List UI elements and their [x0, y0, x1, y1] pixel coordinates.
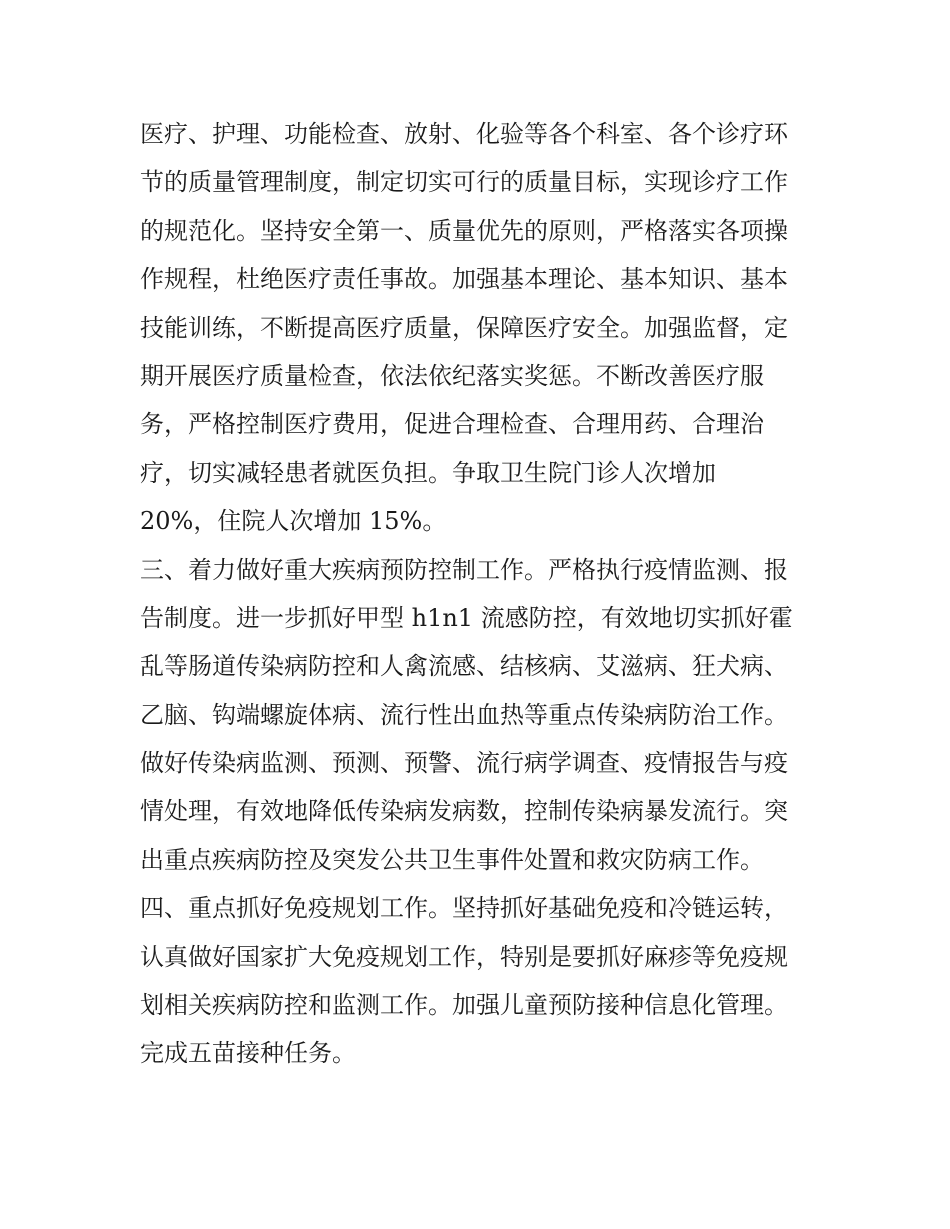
- section-heading-line: 四、重点抓好免疫规划工作。坚持抓好基础免疫和冷链运转，: [140, 894, 788, 923]
- text-line: 作规程，杜绝医疗责任事故。加强基本理论、基本知识、基本: [140, 265, 788, 294]
- text-line: 出重点疾病防控及突发公共卫生事件处置和救灾防病工作。: [140, 845, 764, 874]
- text-line: 乙脑、钩端螺旋体病、流行性出血热等重点传染病防治工作。: [140, 700, 788, 729]
- text-line: 医疗、护理、功能检查、放射、化验等各个科室、各个诊疗环: [140, 120, 788, 148]
- document-body: [140, 110, 830, 1078]
- text-line: 认真做好国家扩大免疫规划工作，特别是要抓好麻疹等免疫规: [140, 942, 788, 971]
- text-line: 完成五苗接种任务。: [140, 1039, 356, 1068]
- text-line: 20%，住院人次增加 15%。: [140, 507, 447, 536]
- text-line: 务，严格控制医疗费用，促进合理检查、合理用药、合理治: [140, 410, 764, 439]
- text-line: 做好传染病监测、预测、预警、流行病学调查、疫情报告与疫: [140, 749, 788, 778]
- text-line: 情处理，有效地降低传染病发病数，控制传染病暴发流行。突: [140, 797, 788, 826]
- text-line: 的规范化。坚持安全第一、质量优先的原则，严格落实各项操: [140, 216, 788, 245]
- section-heading-line: 三、着力做好重大疾病预防控制工作。严格执行疫情监测、报: [140, 555, 788, 584]
- text-line: 疗，切实减轻患者就医负担。争取卫生院门诊人次增加: [140, 458, 716, 487]
- text-line: 乱等肠道传染病防控和人禽流感、结核病、艾滋病、狂犬病、: [140, 652, 788, 681]
- text-line: 告制度。进一步抓好甲型 h1n1 流感防控，有效地切实抓好霍: [140, 603, 793, 632]
- text-line: 节的质量管理制度，制定切实可行的质量目标，实现诊疗工作: [140, 168, 788, 197]
- text-line: 技能训练，不断提高医疗质量，保障医疗安全。加强监督，定: [140, 313, 788, 342]
- text-line: 期开展医疗质量检查，依法依纪落实奖惩。不断改善医疗服: [140, 361, 764, 390]
- text-line: 划相关疾病防控和监测工作。加强儿童预防接种信息化管理。: [140, 991, 788, 1020]
